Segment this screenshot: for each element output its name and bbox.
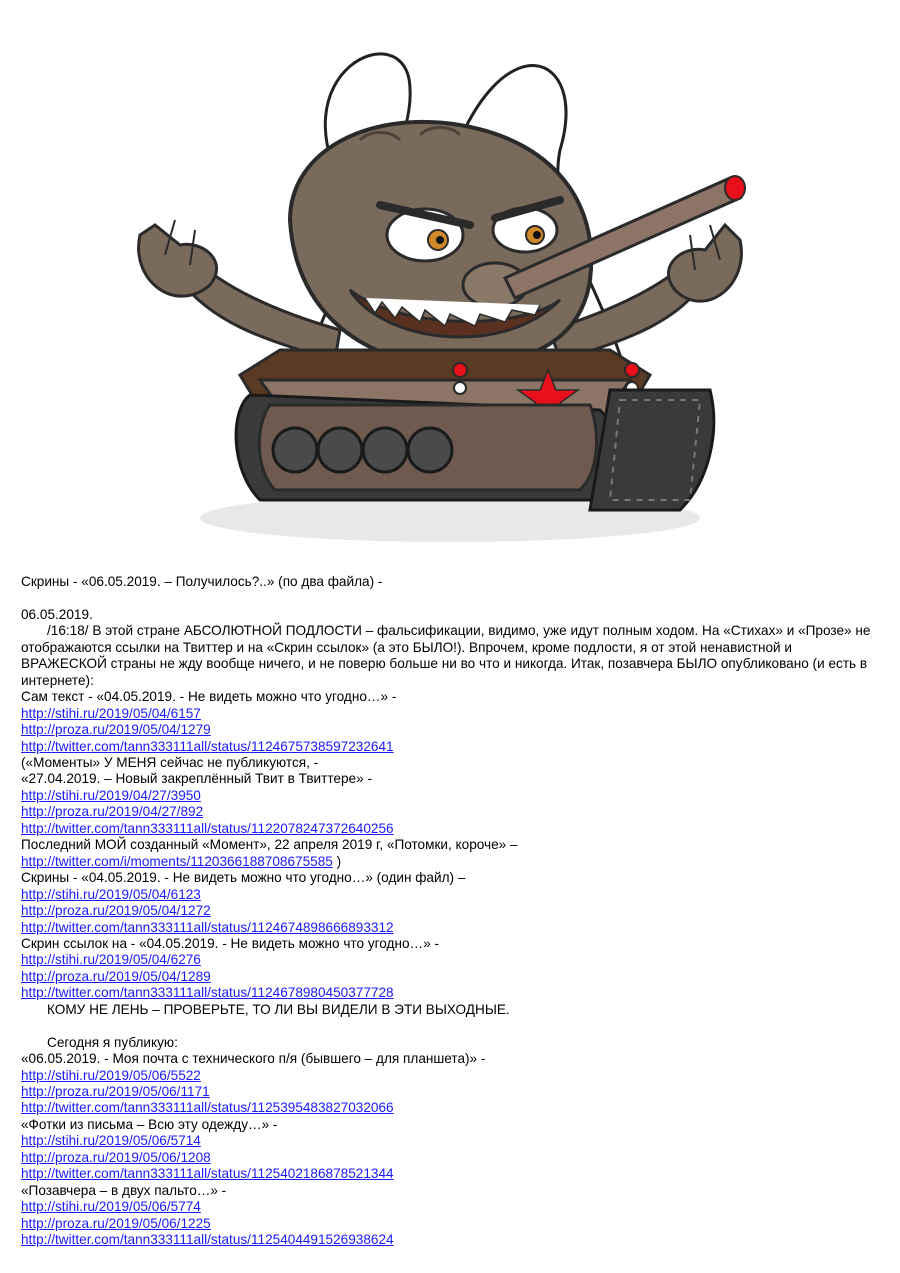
url-link[interactable]: http://twitter.com/tann333111all/status/1125402186878521344 — [21, 1166, 394, 1182]
link-line — [21, 1150, 881, 1166]
url-link[interactable]: http://proza.ru/2019/05/06/1225 — [21, 1215, 211, 1231]
url-link[interactable]: http://proza.ru/2019/05/06/1208 — [21, 1149, 211, 1165]
link-line — [21, 952, 881, 968]
text-line: «27.04.2019. – Новый закреплённый Твит в Твиттере» - — [21, 771, 372, 787]
text-line: «Фотки из письма – Всю эту одежду…» - — [21, 1116, 278, 1132]
link-line — [21, 739, 881, 755]
trailing-text: ) — [332, 853, 342, 869]
text-line: Скрины - «04.05.2019. - Не видеть можно что угодно…» (один файл) – — [21, 870, 466, 886]
link-line — [21, 985, 881, 1001]
url-link[interactable]: http://stihi.ru/2019/05/06/5774 — [21, 1199, 201, 1215]
text-line: Последний МОЙ созданный «Момент», 22 апреля 2019 г, «Потомки, короче» – — [21, 837, 518, 853]
link-line — [21, 1133, 881, 1149]
link-line — [21, 969, 881, 985]
url-link[interactable]: http://proza.ru/2019/05/04/1279 — [21, 722, 211, 738]
link-line — [21, 1166, 881, 1182]
document-body — [21, 574, 881, 1249]
url-link[interactable]: http://stihi.ru/2019/05/04/6157 — [21, 705, 201, 721]
link-line — [21, 1084, 881, 1100]
link-line — [21, 804, 881, 820]
link-line — [21, 887, 881, 903]
link-line — [21, 1199, 881, 1215]
url-link[interactable]: http://twitter.com/tann333111all/status/1124675738597232641 — [21, 738, 394, 754]
spacer — [21, 590, 881, 606]
url-link[interactable]: http://twitter.com/i/moments/1120366188708675585 — [21, 853, 333, 869]
link-line — [21, 722, 881, 738]
url-link[interactable]: http://twitter.com/tann333111all/status/1124678980450377728 — [21, 985, 394, 1001]
url-link[interactable]: http://proza.ru/2019/05/04/1289 — [21, 968, 211, 984]
url-link[interactable]: http://proza.ru/2019/05/06/1171 — [21, 1084, 210, 1100]
text-line: «Позавчера – в двух пальто…» - — [21, 1182, 227, 1198]
url-link[interactable]: http://twitter.com/tann333111all/status/1124674898666893312 — [21, 919, 394, 935]
doc-heading: Скрины - «06.05.2019. – Получилось?..» (по два файла) - — [21, 574, 383, 589]
cockroach-tank-illustration — [120, 30, 760, 550]
link-line — [21, 1216, 881, 1232]
link-line — [21, 920, 881, 936]
url-link[interactable]: http://stihi.ru/2019/05/06/5714 — [21, 1133, 201, 1149]
text-line: «06.05.2019. - Моя почта с технического п/я (бывшего – для планшета)» - — [21, 1051, 486, 1067]
link-line — [21, 788, 881, 804]
link-line — [21, 1100, 881, 1116]
url-link[interactable]: http://proza.ru/2019/04/27/892 — [21, 804, 204, 820]
url-link[interactable]: http://stihi.ru/2019/04/27/3950 — [21, 787, 201, 803]
link-line — [21, 706, 881, 722]
link-line — [21, 821, 881, 837]
text-line: Скрин ссылок на - «04.05.2019. - Не видеть можно что угодно…» - — [21, 935, 439, 951]
link-line — [21, 903, 881, 919]
link-line — [21, 1068, 881, 1084]
text-line: Сегодня я публикую: — [47, 1034, 178, 1050]
url-link[interactable]: http://twitter.com/tann333111all/status/1125395483827032066 — [21, 1100, 394, 1116]
spacer — [21, 1018, 881, 1034]
doc-date: 06.05.2019. — [21, 606, 93, 622]
link-line — [21, 1232, 881, 1248]
doc-paragraph: /16:18/ В этой стране АБСОЛЮТНОЙ ПОДЛОСТИ – фальсификации, видимо, уже идут полным ходом. На «Стихах» и «Прозе» не отображаются ссылки на Твиттер и на «Скрин ссылок» (а это БЫЛО!). Впрочем, кроме подлости, я от этой ненавистной и ВРАЖЕСКОЙ страны не жду вообще ничего, и не поверю больше ни во что и никогда. Итак, позавчера БЫЛО опубликовано (и есть в интернете): — [21, 623, 871, 688]
text-line: КОМУ НЕ ЛЕНЬ – ПРОВЕРЬТЕ, ТО ЛИ ВЫ ВИДЕЛИ В ЭТИ ВЫХОДНЫЕ. — [47, 1001, 510, 1017]
url-link[interactable]: http://stihi.ru/2019/05/04/6123 — [21, 886, 201, 902]
url-link[interactable]: http://twitter.com/tann333111all/status/1125404491526938624 — [21, 1232, 394, 1248]
url-link[interactable]: http://twitter.com/tann333111all/status/1122078247372640256 — [21, 820, 394, 836]
text-line: Сам текст - «04.05.2019. - Не видеть можно что угодно…» - — [21, 689, 397, 705]
link-line — [21, 854, 881, 870]
url-link[interactable]: http://stihi.ru/2019/05/06/5522 — [21, 1067, 201, 1083]
url-link[interactable]: http://stihi.ru/2019/05/04/6276 — [21, 952, 201, 968]
doc-items — [21, 689, 881, 1248]
url-link[interactable]: http://proza.ru/2019/05/04/1272 — [21, 903, 211, 919]
text-line: («Моменты» У МЕНЯ сейчас не публикуются, - — [21, 754, 319, 770]
